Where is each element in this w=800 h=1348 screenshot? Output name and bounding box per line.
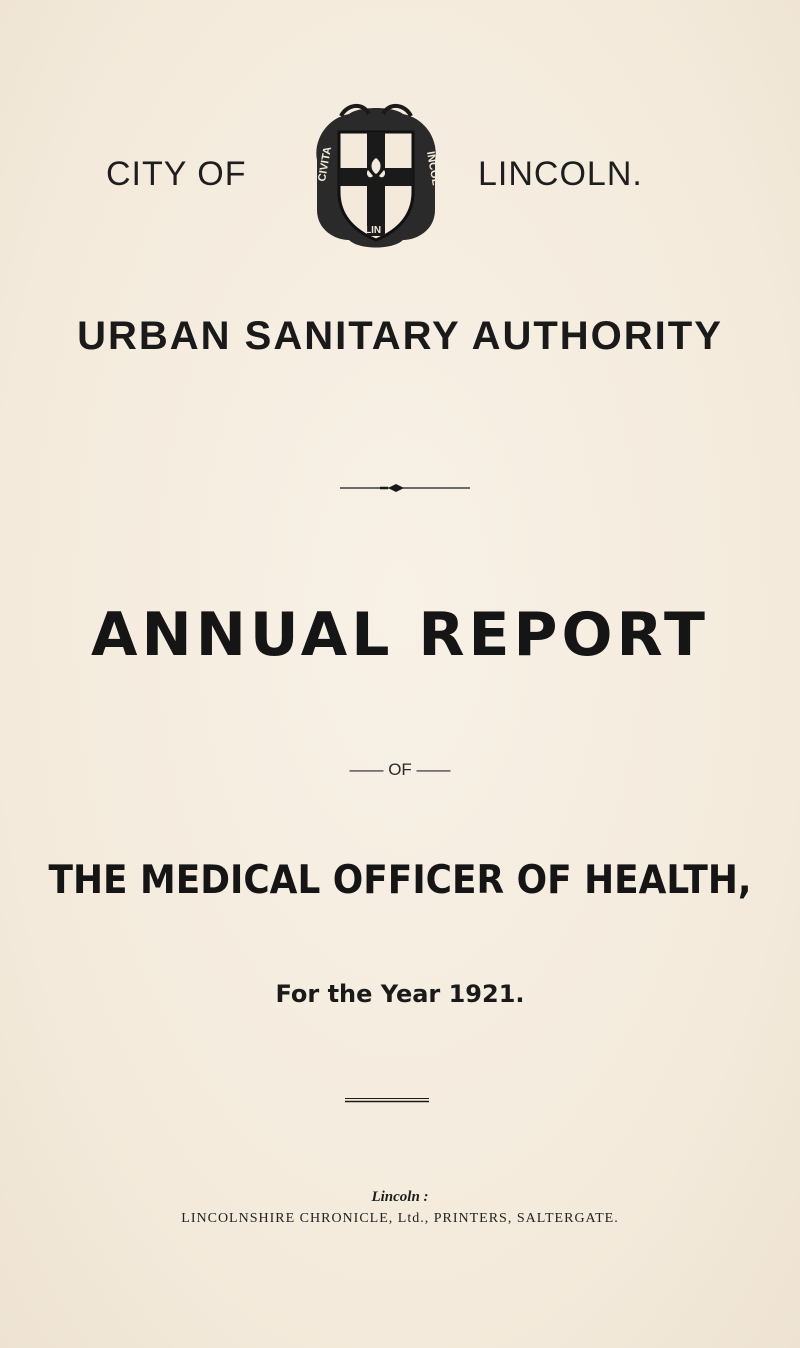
report-year: For the Year 1921. <box>275 980 525 1008</box>
header-row <box>0 100 800 260</box>
lincoln-label: LINCOLN. <box>478 155 643 193</box>
double-rule <box>345 1097 429 1103</box>
city-crest-icon <box>307 100 445 252</box>
report-subject: THE MEDICAL OFFICER OF HEALTH, <box>48 858 752 903</box>
imprint-printer: LINCOLNSHIRE CHRONICLE, Ltd., PRINTERS, SALTERGATE. <box>181 1211 619 1226</box>
authority-heading: URBAN SANITARY AUTHORITY <box>77 314 723 358</box>
crest-motto-right: INCOL <box>424 150 442 187</box>
crest-motto-bottom: LIN <box>365 225 382 236</box>
diamond-rule-ornament <box>340 482 470 494</box>
imprint-place: Lincoln : <box>371 1189 429 1205</box>
city-of-label: CITY OF <box>106 155 247 193</box>
of-separator: —— OF —— <box>349 760 451 779</box>
crest-motto-left: CIVITA <box>316 145 335 183</box>
report-title: ANNUAL REPORT <box>91 600 709 670</box>
